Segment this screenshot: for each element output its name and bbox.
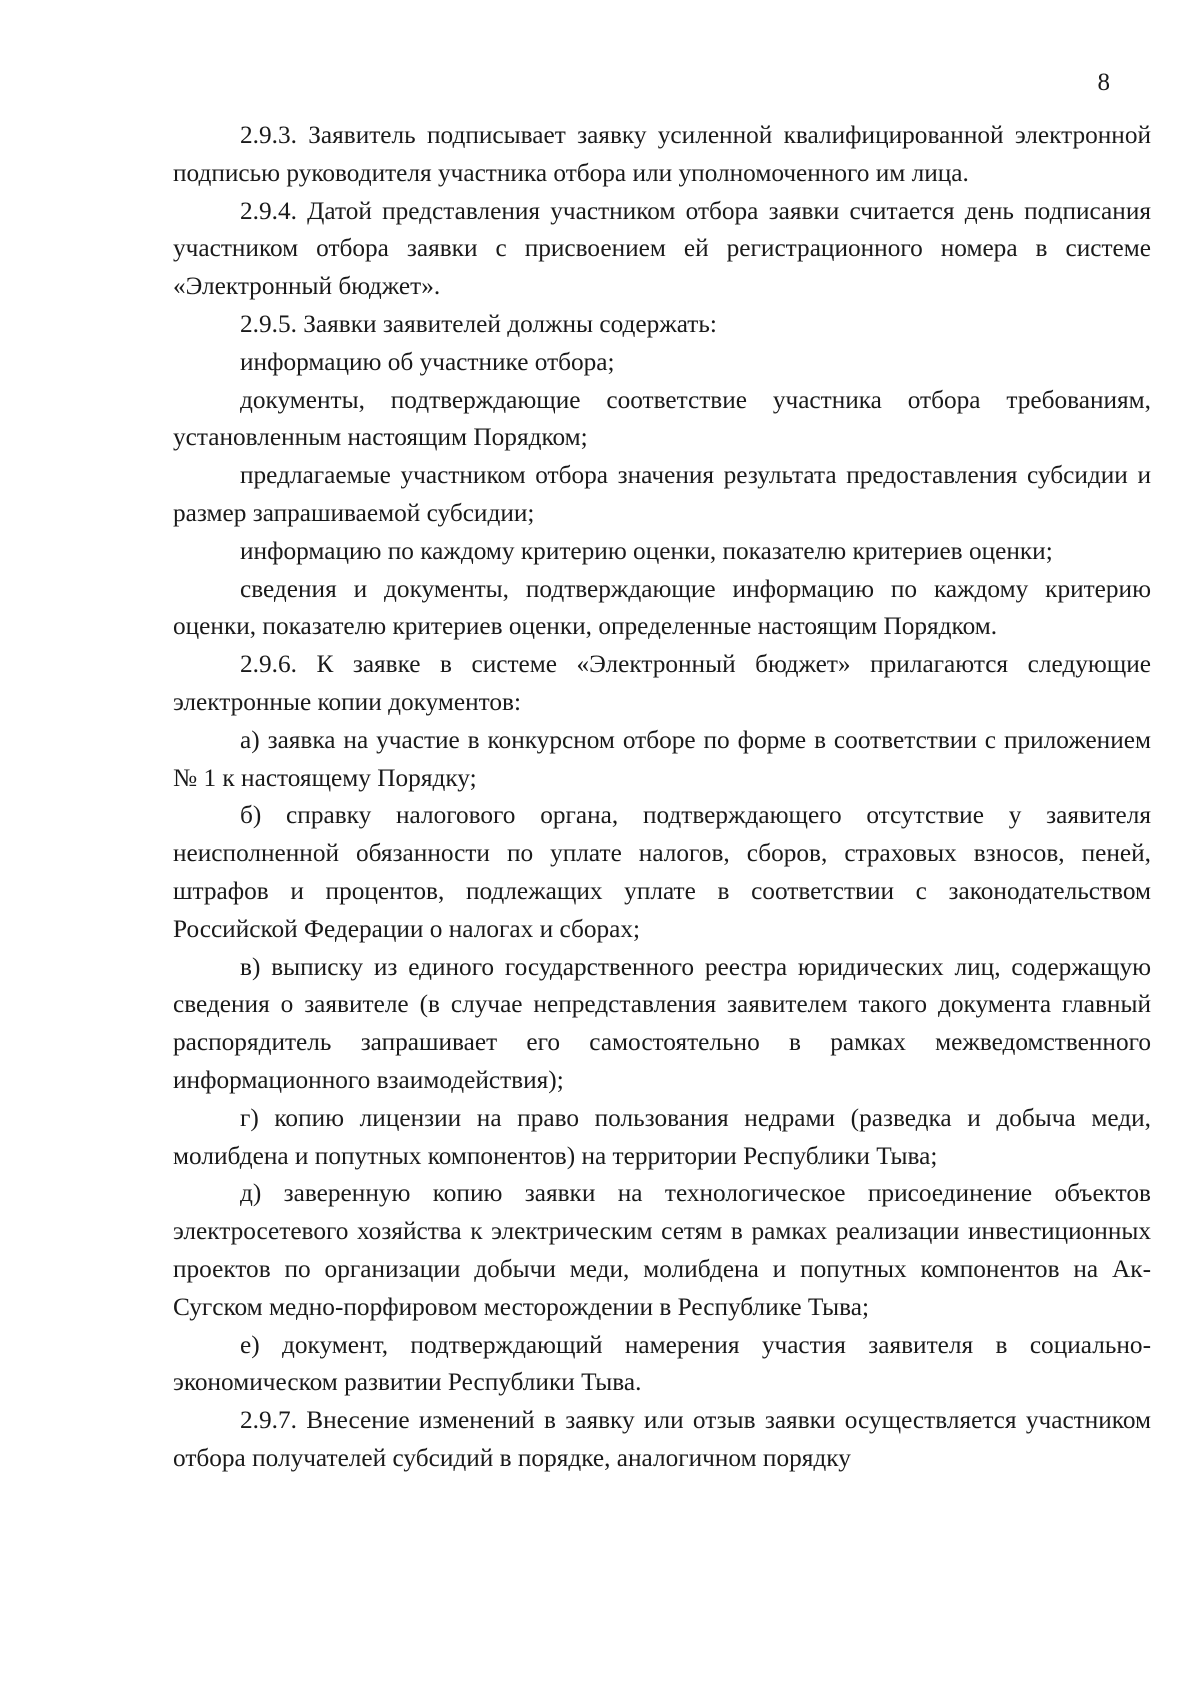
list-item-result-values: предлагаемые участником отбора значения результата предоставления субсидии и размер запрашиваемой субсидии; xyxy=(173,461,1151,527)
paragraph-2-9-7: 2.9.7. Внесение изменений в заявку или отзыв заявки осуществляется участником отбора получателей субсидий в порядке, аналогичном порядку xyxy=(173,1406,1151,1472)
list-item-compliance-documents: документы, подтверждающие соответствие участника отбора требованиям, установленным настоящим Порядком; xyxy=(173,385,1151,452)
list-item-criteria-documents: сведения и документы, подтверждающие информацию по каждому критерию оценки, показателю критериев оценки, определенные настоящим Порядком. xyxy=(173,574,1151,641)
list-item-d: д) заверенную копию заявки на технологическое присоединение объектов электросетевого хозяйства к электрическим сетям в рамках реализации инвестиционных проектов по организации добычи меди, молибдена и попутных компонентов на Ак-Сугском медно-порфировом месторождении в Республике Тыва; xyxy=(173,1179,1151,1321)
list-item-g: г) копию лицензии на право пользования недрами (разведка и добыча меди, молибдена и попутных компонентов) на территории Республики Тыва; xyxy=(173,1103,1151,1170)
paragraph-2-9-4: 2.9.4. Датой представления участником отбора заявки считается день подписания участником отбора заявки с присвоением ей регистрационного номера в системе «Электронный бюджет». xyxy=(173,196,1151,301)
paragraph-2-9-5: 2.9.5. Заявки заявителей должны содержать: xyxy=(240,309,717,338)
list-item-participant-info: информацию об участнике отбора; xyxy=(240,347,615,376)
list-item-criteria-info: информацию по каждому критерию оценки, показателю критериев оценки; xyxy=(240,536,1053,565)
list-item-a: а) заявка на участие в конкурсном отборе по форме в соответствии с приложением № 1 к настоящему Порядку; xyxy=(173,725,1151,792)
page-number: 8 xyxy=(1097,69,1110,96)
list-item-e: е) документ, подтверждающий намерения участия заявителя в социально-экономическом развитии Республики Тыва. xyxy=(173,1330,1151,1397)
list-item-b: б) справку налогового органа, подтверждающего отсутствие у заявителя неисполненной обязанности по уплате налогов, сборов, страховых взносов, пеней, штрафов и процентов, подлежащих уплате в соответствии с законодательством Российской Федерации о налогах и сборах; xyxy=(173,801,1151,943)
list-item-v: в) выписку из единого государственного реестра юридических лиц, содержащую сведения о заявителе (в случае непредставления заявителем такого документа главный распорядитель запрашивает его самостоятельно в рамках межведомственного информационного взаимодействия); xyxy=(173,952,1151,1094)
document-body xyxy=(173,117,1151,1478)
paragraph-2-9-3: 2.9.3. Заявитель подписывает заявку усиленной квалифицированной электронной подписью руководителя участника отбора или уполномоченного им лица. xyxy=(173,121,1151,187)
paragraph-2-9-6: 2.9.6. К заявке в системе «Электронный бюджет» прилагаются следующие электронные копии документов: xyxy=(173,650,1151,716)
